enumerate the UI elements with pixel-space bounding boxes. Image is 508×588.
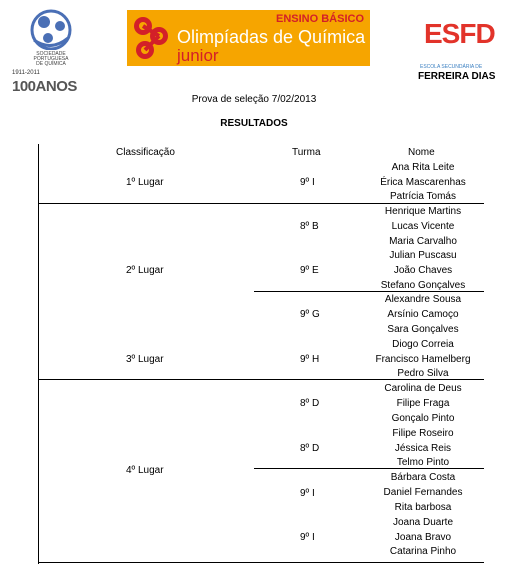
spq-text-line: PORTUGUESA xyxy=(33,56,69,62)
place-label: 3º Lugar xyxy=(126,354,164,365)
class-cell: 9º E xyxy=(300,265,319,276)
student-name: Joana Duarte xyxy=(392,517,454,528)
table-bottom-border xyxy=(38,562,484,563)
student-name: Diogo Correia xyxy=(392,339,454,350)
spq-anniversary: 100ANOS xyxy=(12,78,77,95)
header-class: Turma xyxy=(292,147,321,158)
place-label: 2º Lugar xyxy=(126,265,164,276)
school-logo-subtitle: ESCOLA SECUNDÁRIA DE xyxy=(420,64,483,70)
student-name: Julian Puscasu xyxy=(389,250,457,261)
student-name: Bárbara Costa xyxy=(390,472,456,483)
spq-text-line: DE QUÍMICA xyxy=(36,61,66,67)
spq-years: 1911-2011 xyxy=(12,70,40,76)
class-cell: 8º D xyxy=(300,398,320,409)
student-name: Joana Bravo xyxy=(394,532,452,543)
student-name: Francisco Hamelberg xyxy=(375,354,471,365)
student-name: Maria Carvalho xyxy=(389,236,457,247)
molecule-icon xyxy=(131,14,175,62)
class-cell: 9º H xyxy=(300,354,320,365)
student-name: Stefano Gonçalves xyxy=(380,280,466,291)
student-name: Alexandre Sousa xyxy=(384,294,462,305)
student-name: Pedro Silva xyxy=(397,368,449,379)
spq-logo xyxy=(10,8,92,94)
results-title: RESULTADOS xyxy=(220,118,288,129)
olympiad-banner xyxy=(127,10,370,66)
school-logo xyxy=(418,10,506,90)
student-name: Érica Mascarenhas xyxy=(380,177,466,188)
class-cell: 8º B xyxy=(300,221,319,232)
table-left-border xyxy=(38,144,39,564)
student-name: Sara Gonçalves xyxy=(387,324,459,335)
spq-text-line: SOCIEDADE xyxy=(36,51,66,57)
header-name: Nome xyxy=(408,147,435,158)
table-subdivider xyxy=(254,468,484,469)
banner-level: ENSINO BÁSICO xyxy=(275,13,364,25)
class-cell: 9º I xyxy=(300,532,315,543)
place-label: 1º Lugar xyxy=(126,177,164,188)
class-cell: 8º D xyxy=(300,443,320,454)
class-cell: 9º G xyxy=(300,309,320,320)
student-name: Jéssica Reis xyxy=(394,443,452,454)
header-classification: Classificação xyxy=(116,147,175,158)
student-name: Rita barbosa xyxy=(394,502,452,513)
banner-title: Olimpíadas de Química xyxy=(177,27,366,47)
table-subdivider xyxy=(254,291,484,292)
student-name: Arsínio Camoço xyxy=(387,309,459,320)
student-name: Telmo Pinto xyxy=(396,457,450,468)
student-name: João Chaves xyxy=(393,265,453,276)
spq-emblem-icon xyxy=(20,8,82,50)
student-name: Henrique Martins xyxy=(384,206,462,217)
student-name: Daniel Fernandes xyxy=(383,487,463,498)
table-divider xyxy=(38,203,484,204)
student-name: Patrícia Tomás xyxy=(390,191,456,202)
student-name: Ana Rita Leite xyxy=(391,162,455,173)
school-name: FERREIRA DIAS xyxy=(418,71,496,82)
student-name: Lucas Vicente xyxy=(391,221,455,232)
document-subtitle: Prova de seleção 7/02/2013 xyxy=(191,94,317,105)
student-name: Gonçalo Pinto xyxy=(391,413,455,424)
banner-junior: junior xyxy=(177,46,219,65)
student-name: Filipe Roseiro xyxy=(392,428,454,439)
class-cell: 9º I xyxy=(300,488,315,499)
class-cell: 9º I xyxy=(300,177,315,188)
place-label: 4º Lugar xyxy=(126,465,164,476)
student-name: Catarina Pinho xyxy=(389,546,457,557)
school-logo-letters: ESFD xyxy=(424,18,495,49)
student-name: Filipe Fraga xyxy=(396,398,450,409)
table-divider xyxy=(38,379,484,380)
student-name: Carolina de Deus xyxy=(384,383,462,394)
